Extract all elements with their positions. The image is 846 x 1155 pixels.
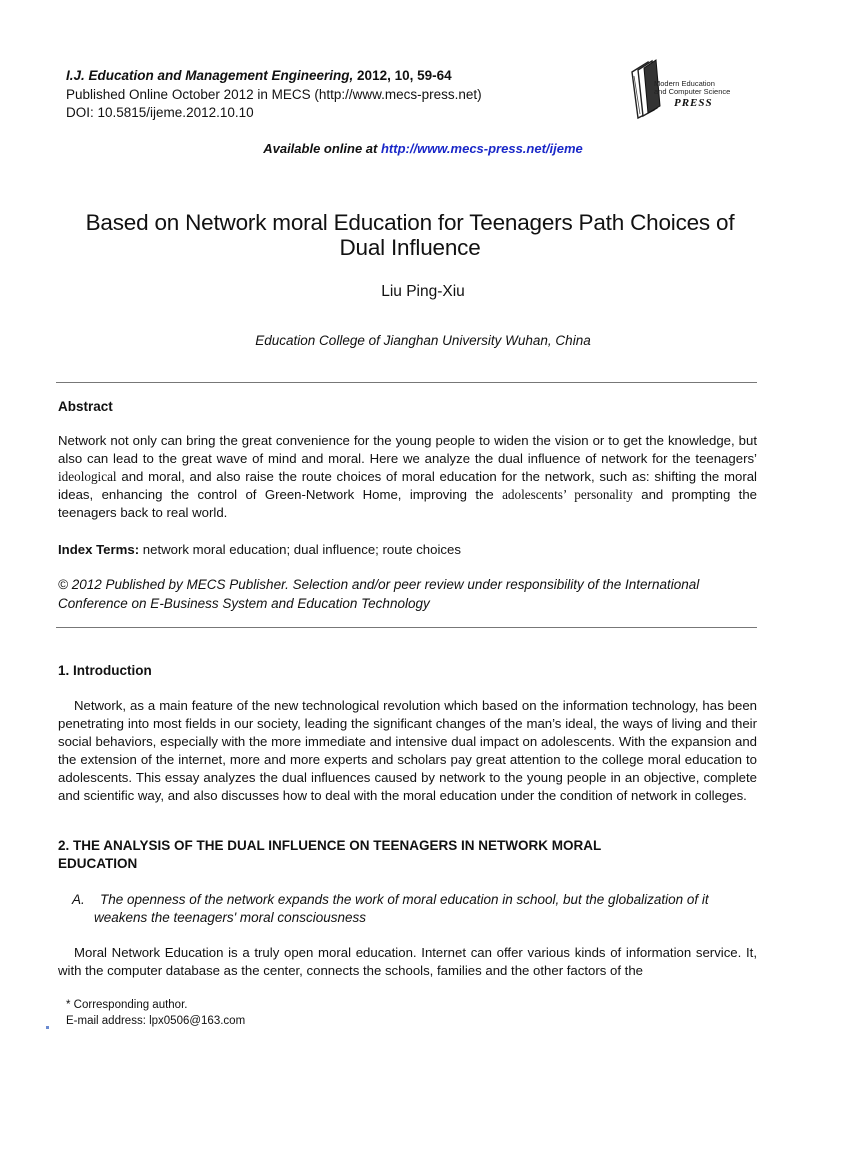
available-online: Available online at http://www.mecs-press.net/ijeme <box>263 141 583 156</box>
index-terms-label: Index Terms: <box>58 542 140 557</box>
publication-info <box>66 86 482 122</box>
journal-title: I.J. Education and Management Engineering, <box>66 68 354 83</box>
footnote <box>66 997 245 1029</box>
subsection-a-heading: A. The openness of the network expands the work of moral education in school, but the globalization of it weakens the teenagers' moral consciousness <box>72 892 709 925</box>
published-line: Published Online October 2012 in MECS (http://www.mecs-press.net) <box>66 87 482 102</box>
index-terms-text: network moral education; dual influence; route choices <box>139 542 461 557</box>
copyright-notice: © 2012 Published by MECS Publisher. Selection and/or peer review under responsibility of the International Conference on E-Business System and Education Technology <box>58 577 700 611</box>
logo-text: Modern Education and Computer Science <box>654 79 731 96</box>
section2-text: Moral Network Education is a truly open moral education. Internet can offer various kinds of information service. It, with the computer database as the center, connects the schools, families and the other factors of the <box>58 945 757 978</box>
journal-volume: 2012, 10, 59-64 <box>353 68 452 83</box>
abstract-heading: Abstract <box>58 399 113 414</box>
divider-bottom <box>56 627 757 628</box>
page-marker <box>46 1026 49 1029</box>
logo-press-text: PRESS <box>674 97 713 109</box>
doi-line: DOI: 10.5815/ijeme.2012.10.10 <box>66 105 254 120</box>
index-terms <box>58 541 757 559</box>
intro-heading: 1. Introduction <box>58 663 152 678</box>
affiliation: Education College of Jianghan University Wuhan, China <box>255 333 591 348</box>
footnote-corresponding: * Corresponding author. <box>66 999 188 1011</box>
author-name: Liu Ping-Xiu <box>381 283 465 300</box>
abstract-text: Network not only can bring the great convenience for the young people to widen the vision or to get the knowledge, but also can lead to the great wave of mind and moral. Here we analyze the dual influence of network for the teenagers’ ideological and moral, and also raise the route choices of moral education for the network, such as: shifting the moral ideas, enhancing the control of Green-Network Home, improving the adolescents’ personality and prompting the teenagers back to real world. <box>58 433 757 520</box>
journal-link[interactable]: http://www.mecs-press.net/ijeme <box>380 141 583 156</box>
footnote-email: E-mail address: lpx0506@163.com <box>66 1015 246 1027</box>
paper-title: Based on Network moral Education for Teenagers Path Choices of Dual Influence <box>85 210 735 260</box>
section2-heading: 2. THE ANALYSIS OF THE DUAL INFLUENCE ON TEENAGERS IN NETWORK MORAL EDUCATION <box>58 838 602 871</box>
subsection-label: A. <box>72 892 85 907</box>
divider-top <box>56 382 757 383</box>
journal-header <box>66 67 452 84</box>
intro-text: Network, as a main feature of the new technological revolution which based on the information technology, has been penetrating into most fields in our society, leading the significant changes of the man’s ideal, the ways of living and their social behaviors, especially with the more immediate and intensive dual impact on adolescents. With the expansion and the extension of the internet, more and more experts and scholars pay great attention to the college moral education to adolescents. This essay analyzes the dual influences caused by network to the young people in an objective, complete and scientific way, and also discusses how to deal with the moral education under the condition of network in colleges. <box>58 698 757 803</box>
